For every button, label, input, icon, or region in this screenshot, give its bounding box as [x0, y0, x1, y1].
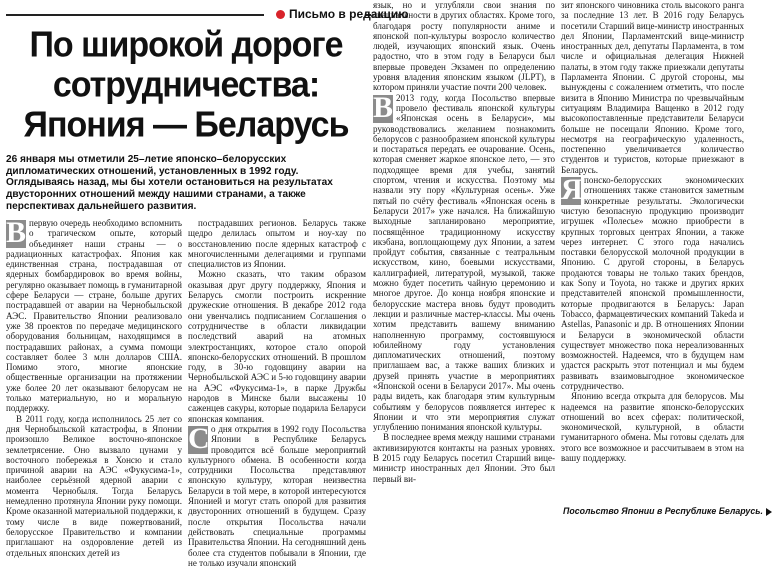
paragraph: зит японского чиновника столь высокого ранга за последние 13 лет. В 2016 году Беларусь посетили Старший вице-министр иностранных дел Японии, Парламентский вице-министр иностранных дел, депутаты Парламента, в том числе и официальная делегация Нижней палаты, в этом году также приезжали депутаты Парламента Японии. С другой стороны, мы вынуждены с сожалением отметить, что после визита в Японию Министра по чрезвычайным ситуациям Владимира Ващенко в 2012 году высокопоставленные представители Беларуси больше не посещали Японию. Кроме того, несмотря на географическую удаленность, постепенно увеличивается количество студентов и туристов, которые приезжают в Беларусь.: [561, 0, 745, 175]
paragraph: [6, 218, 182, 414]
drop-cap: Я: [561, 173, 583, 207]
lead-paragraph: 26 января мы отметили 25–летие японско–белорусских дипломатических отношений, установленных в 1992 году. Оглядываясь назад, мы бы хотели остановиться на результатах двусторонних отношений между нашими странами, а также перспективах дальнейшего развития.: [6, 154, 333, 212]
signature: [563, 506, 763, 516]
paragraph: Японию всегда открыта для белорусов. Мы надеемся на развитие японско-белорусских отношений во всех сферах: политической, экономической, культурной, в области гуманитарного обмена. Мы готовы сделать для этого все возможное и рассчитываем в этом на вашу поддержку.: [561, 391, 744, 464]
paragraph: В последнее время между нашими странами активизируются контакты на разных уровнях. В 2015 году Беларусь посетил Старший вице-министр иностранных дел Японии. Это был первый ви-: [373, 432, 555, 484]
paragraph: язык, но и углубляли свои знания по специальности в других областях. Кроме того, благодаря росту популярности аниме и японской поп-культуры возросло количество людей, изучающих японский язык. Очень радостно, что в этом году в Беларуси был впервые проведен Экзамен по определению уровня владения японским языком (JLPT), в котором приняли участие почти 200 человек.: [373, 0, 555, 93]
rubric-label: Письмо в редакцию: [289, 7, 409, 21]
headline: [6, 25, 366, 149]
drop-cap: С: [188, 421, 210, 455]
end-mark-icon: [766, 508, 772, 516]
headline-line-2: сотрудничества:: [52, 64, 320, 105]
paragraph: [561, 175, 744, 391]
header-rule-left: [6, 14, 264, 16]
paragraph: пострадавших регионов. Беларусь также щедро делилась опытом и ноу-хау по восстановлению после ядерных катастроф с многочисленными делегациями и группами специалистов из Японии.: [188, 218, 366, 270]
paragraph-text: о дня открытия в 1992 году Посольства Японии в Республике Беларусь проводится всё больше мероприятий культурного обмена. В особенности когда сотрудники Посольства представляют японскую культуру, которая неизвестна Беларуси в той мере, в которой интересуются Японией и могут стать опорой для развития двусторонних отношений в будущем. Сразу после открытия Посольства начали действовать специальные программы Правительства Японии. На сегодняшний день более ста студентов побывали в Японии, где не только изучали японский: [188, 423, 366, 568]
drop-cap: В: [6, 216, 27, 249]
article-column-4: [561, 0, 744, 525]
paragraph-text: 2013 году, когда Посольство впервые провело фестиваль японской культуры «Японская осень в Беларуси», мы руководствовались желанием познакомить белорусов с разнообразием японской культуры и постараться передать ее очарование. Осень, которая сменяет жаркое японское лето, — это подходящее время для учебы, занятий спортом, чтения и искусства. Поэтому мы назвали эту пору «Культурная осень». Уже пятый по счёту фестиваль «Японская осень в Беларуси 2017» уже начался. На ближайшую выходные запланировано мероприятие, посвящённое традиционному искусству икэбана, воплощающему дух Японии, а затем пройдут события, связанные с театральным искусством, кино, боевыми искусствами, каллиграфией, литературой, музыкой, также можно будет посетить чайную церемонию и многое другое. До конца ноября японские и белорусские мастера вновь будут проводить лекции и различные мастер-классы. Мы очень хотим представить вашему вниманию наполненную программу, состоявшуюся юбилейному году установления дипломатических отношений, поэтому приглашаем вас, а также ваших близких и друзей принять участие в мероприятиях «Японской осени в Беларуси 2017». Мы очень рады видеть, как благодаря этим культурным событиям у белорусов появляется интерес к Японии и что эти мероприятия служат углублению понимания японской культуры.: [373, 92, 555, 433]
signature-text: Посольство Японии в Республике Беларусь.: [563, 506, 763, 516]
article-column-3: [373, 0, 555, 525]
red-dot-icon: [276, 10, 285, 19]
article-column-2: [188, 218, 366, 568]
paragraph: [373, 90, 555, 433]
headline-line-1: По широкой дороге: [29, 25, 343, 65]
paragraph-text: первую очередь необходимо вспомнить о трагическом опыте, который объединяет наши страны — о радиационных катастрофах. Япония как единственная страна, пострадавшая от ядерных бомбардировок во время войны, регулярно оказывает помощь в гуманитарной сфере Беларуси — стране, больше других пострадавшей от аварии на Чернобыльской АЭС. Правительство Японии реализовало уже 38 проектов по передаче медицинского оборудования больницам, находящимся в пострадавших районах, а сумма помощи составляет более 3 млн долларов США. Помимо этого, многие японские общественные организации на протяжении уже более 20 лет оказывают белорусам не только материальную, но и моральную поддержку.: [6, 218, 182, 414]
headline-line-3: Япония — Беларусь: [23, 104, 349, 145]
paragraph: Можно сказать, что таким образом оказывая друг другу поддержку, Япония и Беларусь смогли построить искренние дружеские отношения. В декабре 2012 года они увенчались подписанием Соглашения о сотрудничестве в области ликвидации последствий аварий на атомных электростанциях, которое стало опорой японско-белорусских отношений. В прошлом году, в 30-ю годовщину аварии на Чернобыльской АЭС и 5-ю годовщину аварии на АЭС «Фукусима-1», в парке Дружбы народов в Минске были высажены 10 саженцев сакуры, которые подарила Беларуси японская компания.: [188, 269, 366, 424]
article-column-1: [6, 216, 182, 558]
paragraph-text: понско-белорусских экономических отношениях также становится заметным конкретные результаты. Экологически чистую безопасную продукцию производит игрушек «Полесье» можно приобрести в крупных торговых центрах Японии, а также через интернет. С этого года начались поставки белорусской молочной продукции в Японию. С другой стороны, в Беларусь продаются товары не только таких брендов, как Sony и Toyota, но также и других ярких представителей японской промышленности, которые продвигаются в Беларусь: Japan Tobacco, фармацевтических компаний Takeda и Astellas, Panasonic и др. В отношениях Японии и Беларуси в экономической области существует множество пока нереализованных возможностей. Надеемся, что в будущем нам удастся раскрыть этот потенциал и мы будем развивать взаимовыгодное экономическое сотрудничество.: [561, 175, 744, 391]
paragraph: В 2011 году, когда исполнилось 25 лет со дня Чернобыльской катастрофы, в Японии произошло Великое восточно-японское землетрясение. Оно вызвало цунами у восточного побережья в Хонсю и стало причиной аварии на АЭС «Фукусима-1», наиболее серьёзной ядерной аварии с момента Чернобыля. Тогда Беларусь немедленно протянула Японии руку помощи. Кроме оказанной материальной поддержки, к тому числе в виде пожертвований, белорусское Правительство и компании приглашают на оздоровление детей из отдельных японских детей из: [6, 413, 182, 558]
drop-cap: В: [373, 90, 394, 124]
paragraph: [188, 421, 366, 568]
